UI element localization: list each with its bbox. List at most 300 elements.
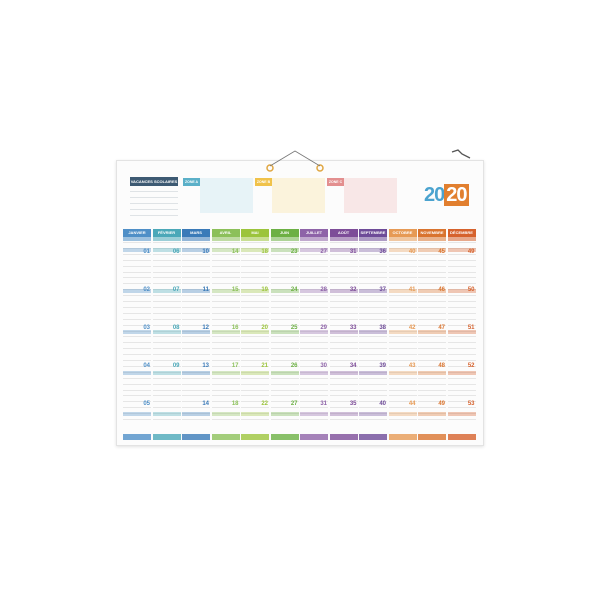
week-number: 43 (408, 363, 416, 369)
week-number: 42 (408, 325, 416, 331)
zone-b-label: ZONE B (256, 180, 271, 184)
day-line (300, 283, 328, 284)
day-line (330, 242, 358, 243)
week-number: 48 (438, 363, 445, 369)
week-number: 30 (320, 363, 327, 369)
day-line (241, 336, 269, 337)
day-line (182, 354, 210, 355)
day-line (448, 301, 476, 302)
day-line (182, 360, 210, 361)
day-line (241, 283, 269, 284)
day-line (271, 313, 299, 314)
week-number: 16 (231, 325, 239, 331)
day-line (448, 277, 476, 278)
day-line (330, 301, 358, 302)
weekend-band (182, 412, 210, 416)
day-lines (418, 242, 446, 427)
zone-b-box (255, 178, 325, 216)
week-number: 25 (290, 325, 298, 331)
zone-a-box (183, 178, 253, 216)
day-line (241, 342, 269, 343)
day-line (123, 342, 151, 343)
month-column (330, 229, 358, 429)
day-line (418, 348, 446, 349)
day-line (212, 272, 240, 273)
day-line (123, 266, 151, 267)
vacances-box (130, 177, 178, 215)
day-line (359, 272, 387, 273)
day-line (300, 242, 328, 243)
month-column (123, 229, 151, 429)
day-line (212, 390, 240, 391)
weekend-band (359, 412, 387, 416)
day-lines (153, 242, 181, 427)
day-line (182, 390, 210, 391)
week-number: 32 (349, 287, 357, 293)
day-line (212, 419, 240, 420)
day-line (330, 295, 358, 296)
day-line (359, 384, 387, 385)
week-number: 39 (379, 363, 386, 369)
day-line (241, 260, 269, 261)
day-line (182, 301, 210, 302)
day-line (182, 260, 210, 261)
weekend-band (418, 412, 446, 416)
day-line (359, 336, 387, 337)
day-line (448, 354, 476, 355)
week-number: 06 (172, 249, 180, 255)
day-line (241, 395, 269, 396)
day-line (389, 319, 417, 320)
day-line (271, 272, 299, 273)
day-line (418, 283, 446, 284)
day-line (359, 342, 387, 343)
weekend-band (271, 371, 299, 375)
day-line (212, 407, 240, 408)
day-line (153, 260, 181, 261)
day-line (123, 260, 151, 261)
year-part-1: 20 (424, 184, 445, 206)
week-number: 23 (290, 249, 298, 255)
week-number: 45 (438, 249, 445, 255)
day-line (241, 266, 269, 267)
day-line (271, 384, 299, 385)
day-line (359, 266, 387, 267)
day-line (448, 336, 476, 337)
day-lines (300, 242, 328, 427)
day-line (271, 378, 299, 379)
week-number: 35 (349, 401, 357, 407)
day-line (212, 266, 240, 267)
month-tint (153, 237, 181, 241)
day-line (359, 301, 387, 302)
day-line (212, 354, 240, 355)
day-line (359, 295, 387, 296)
day-line (300, 336, 328, 337)
day-line (271, 295, 299, 296)
year-title (424, 184, 469, 207)
week-number: 29 (320, 325, 327, 331)
day-line (241, 277, 269, 278)
day-line (418, 390, 446, 391)
day-line (448, 260, 476, 261)
day-line (153, 295, 181, 296)
week-number: 18 (231, 401, 239, 407)
day-line (448, 407, 476, 408)
day-line (153, 301, 181, 302)
week-number: 22 (261, 401, 268, 407)
day-line (123, 348, 151, 349)
day-line (271, 342, 299, 343)
week-number: 36 (379, 249, 386, 255)
day-line (359, 307, 387, 308)
week-number: 12 (202, 325, 209, 331)
week-number: 34 (349, 363, 357, 369)
day-line (448, 395, 476, 396)
year-part-2: 20 (446, 184, 467, 206)
day-line (389, 283, 417, 284)
day-line (330, 378, 358, 379)
day-line (123, 301, 151, 302)
week-number: 21 (261, 363, 268, 369)
day-line (241, 384, 269, 385)
day-line (330, 313, 358, 314)
month-tint (448, 237, 476, 241)
month-tint (389, 237, 417, 241)
day-line (418, 395, 446, 396)
weekend-band (153, 371, 181, 375)
day-line (330, 336, 358, 337)
day-line (359, 360, 387, 361)
day-line (212, 277, 240, 278)
day-line (123, 395, 151, 396)
day-line (359, 419, 387, 420)
day-line (182, 407, 210, 408)
month-tint (330, 237, 358, 241)
week-number: 37 (379, 287, 386, 293)
zone-c-label: ZONE C (328, 180, 343, 184)
day-line (123, 336, 151, 337)
month-column (153, 229, 181, 429)
day-line (448, 242, 476, 243)
day-line (153, 354, 181, 355)
day-line (153, 336, 181, 337)
month-header: FÉVRIER (153, 229, 181, 237)
day-line (182, 348, 210, 349)
day-line (448, 313, 476, 314)
day-line (153, 242, 181, 243)
day-line (271, 354, 299, 355)
weekend-band (241, 412, 269, 416)
month-tint (241, 237, 269, 241)
day-line (212, 384, 240, 385)
weekend-band (448, 412, 476, 416)
day-line (153, 390, 181, 391)
day-line (330, 390, 358, 391)
week-number: 03 (143, 325, 150, 331)
day-line (182, 277, 210, 278)
day-line (330, 319, 358, 320)
week-number: 28 (320, 287, 327, 293)
month-tint (300, 237, 328, 241)
day-line (448, 419, 476, 420)
day-line (153, 360, 181, 361)
week-number: 08 (172, 325, 180, 331)
day-line (153, 348, 181, 349)
day-line (212, 301, 240, 302)
day-line (418, 360, 446, 361)
day-line (418, 419, 446, 420)
pin-icon (450, 146, 472, 160)
week-number: 13 (202, 363, 209, 369)
day-line (300, 384, 328, 385)
weekend-band (212, 371, 240, 375)
week-number: 46 (438, 287, 445, 293)
day-line (123, 390, 151, 391)
day-line (123, 378, 151, 379)
weekend-band (389, 412, 417, 416)
week-number: 20 (261, 325, 268, 331)
footer-note-bar (330, 434, 358, 440)
week-number: 07 (172, 287, 180, 293)
month-header: DÉCEMBRE (448, 229, 476, 237)
day-line (241, 272, 269, 273)
month-tint (182, 237, 210, 241)
day-line (271, 395, 299, 396)
day-line (359, 390, 387, 391)
month-header: AVRIL (212, 229, 240, 237)
week-number: 31 (349, 249, 357, 255)
day-line (389, 266, 417, 267)
day-line (418, 307, 446, 308)
day-line (123, 283, 151, 284)
day-line (418, 260, 446, 261)
day-line (300, 395, 328, 396)
weekend-band (389, 371, 417, 375)
weekend-band (123, 412, 151, 416)
day-line (153, 419, 181, 420)
month-header: JUIN (271, 229, 299, 237)
day-line (389, 260, 417, 261)
day-line (359, 277, 387, 278)
day-line (123, 277, 151, 278)
footer-note-bar (182, 434, 210, 440)
day-lines (359, 242, 387, 427)
day-line (271, 319, 299, 320)
day-line (241, 390, 269, 391)
day-line (418, 342, 446, 343)
day-line (389, 301, 417, 302)
day-line (153, 384, 181, 385)
weekend-band (300, 371, 328, 375)
week-number: 14 (231, 249, 239, 255)
footer-note-bar (448, 434, 476, 440)
zone-c-box (327, 178, 397, 216)
day-line (182, 419, 210, 420)
week-number: 40 (408, 249, 416, 255)
month-column (389, 229, 417, 429)
day-line (241, 319, 269, 320)
day-line (418, 295, 446, 296)
day-line (300, 348, 328, 349)
day-line (418, 336, 446, 337)
day-line (448, 384, 476, 385)
vacances-title: VACANCES SCOLAIRES (130, 179, 178, 184)
day-lines (241, 242, 269, 427)
day-line (389, 348, 417, 349)
day-line (330, 360, 358, 361)
month-column (212, 229, 240, 429)
month-tint (212, 237, 240, 241)
day-line (330, 260, 358, 261)
day-line (241, 295, 269, 296)
week-number: 49 (438, 401, 445, 407)
day-line (330, 272, 358, 273)
day-line (359, 283, 387, 284)
day-line (182, 384, 210, 385)
day-line (330, 283, 358, 284)
footer-note-bar (153, 434, 181, 440)
day-line (182, 283, 210, 284)
day-line (241, 419, 269, 420)
day-line (300, 354, 328, 355)
month-column (182, 229, 210, 429)
day-line (300, 360, 328, 361)
day-line (241, 301, 269, 302)
day-line (300, 319, 328, 320)
month-header: OCTOBRE (389, 229, 417, 237)
day-line (271, 260, 299, 261)
day-line (271, 307, 299, 308)
month-column (359, 229, 387, 429)
day-line (123, 407, 151, 408)
day-line (300, 313, 328, 314)
day-line (212, 395, 240, 396)
day-line (448, 319, 476, 320)
month-column (300, 229, 328, 429)
month-tint (123, 237, 151, 241)
day-line (330, 407, 358, 408)
day-line (212, 336, 240, 337)
day-line (359, 407, 387, 408)
day-line (271, 419, 299, 420)
week-number: 04 (143, 363, 150, 369)
day-line (212, 378, 240, 379)
day-line (182, 319, 210, 320)
day-line (182, 378, 210, 379)
day-line (182, 272, 210, 273)
day-line (359, 319, 387, 320)
day-lines (448, 242, 476, 427)
day-line (389, 407, 417, 408)
day-line (241, 360, 269, 361)
day-lines (271, 242, 299, 427)
day-line (418, 313, 446, 314)
day-line (448, 390, 476, 391)
day-line (300, 301, 328, 302)
week-number: 05 (143, 401, 150, 407)
day-line (123, 319, 151, 320)
day-line (241, 313, 269, 314)
day-line (271, 277, 299, 278)
week-number: 52 (467, 363, 475, 369)
day-line (123, 354, 151, 355)
day-lines (330, 242, 358, 427)
day-line (330, 342, 358, 343)
day-line (300, 295, 328, 296)
day-line (153, 407, 181, 408)
weekend-band (123, 371, 151, 375)
day-line (212, 260, 240, 261)
day-line (448, 272, 476, 273)
month-header: JANVIER (123, 229, 151, 237)
day-line (153, 378, 181, 379)
month-tint (359, 237, 387, 241)
hanging-string (258, 148, 332, 174)
day-line (153, 319, 181, 320)
day-line (153, 283, 181, 284)
day-line (212, 242, 240, 243)
week-number: 10 (202, 249, 209, 255)
day-line (359, 378, 387, 379)
day-line (418, 277, 446, 278)
footer-note-bar (389, 434, 417, 440)
day-line (241, 307, 269, 308)
day-line (389, 242, 417, 243)
day-line (241, 242, 269, 243)
week-number: 44 (408, 401, 416, 407)
day-line (359, 348, 387, 349)
day-line (123, 419, 151, 420)
day-line (330, 395, 358, 396)
day-line (359, 395, 387, 396)
day-line (359, 260, 387, 261)
weekend-band (359, 371, 387, 375)
day-line (448, 283, 476, 284)
day-line (212, 342, 240, 343)
weekend-band (241, 371, 269, 375)
day-line (418, 354, 446, 355)
day-line (389, 277, 417, 278)
day-line (389, 395, 417, 396)
month-header: MAI (241, 229, 269, 237)
weekend-band (212, 412, 240, 416)
day-line (389, 360, 417, 361)
day-line (271, 390, 299, 391)
day-line (300, 260, 328, 261)
day-line (271, 301, 299, 302)
footer-note-bar (300, 434, 328, 440)
day-line (389, 342, 417, 343)
day-line (182, 266, 210, 267)
week-number: 14 (202, 401, 209, 407)
week-number: 27 (290, 401, 298, 407)
day-line (448, 307, 476, 308)
week-number: 15 (231, 287, 239, 293)
week-number: 53 (467, 401, 475, 407)
day-line (212, 360, 240, 361)
day-line (389, 307, 417, 308)
day-line (153, 307, 181, 308)
day-line (418, 407, 446, 408)
week-number: 41 (408, 287, 416, 293)
month-column (271, 229, 299, 429)
day-line (153, 313, 181, 314)
day-line (418, 384, 446, 385)
weekend-band (418, 371, 446, 375)
weekend-band (300, 412, 328, 416)
day-line (153, 266, 181, 267)
